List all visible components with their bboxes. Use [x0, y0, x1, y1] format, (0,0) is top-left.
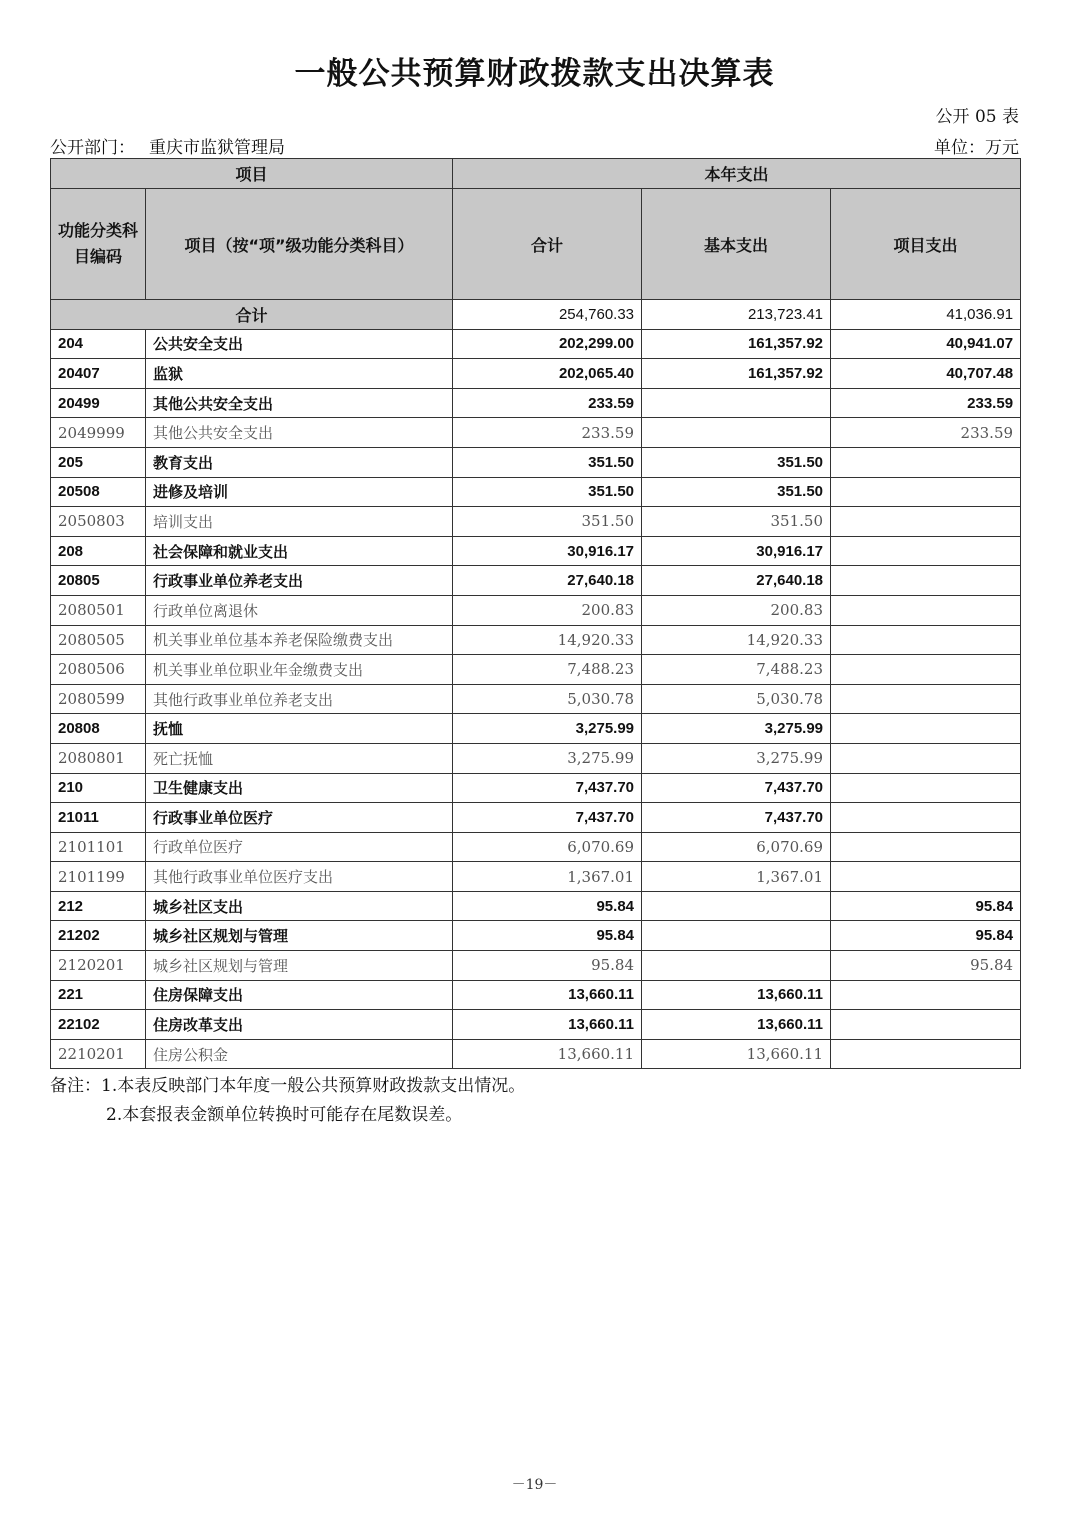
row-total: 351.50 [453, 477, 642, 507]
row-code: 210 [51, 773, 146, 803]
row-project: 95.84 [831, 921, 1021, 951]
row-total: 6,070.69 [453, 832, 642, 862]
page-number: －19－ [511, 1477, 558, 1493]
row-project [831, 684, 1021, 714]
row-code: 2101199 [51, 862, 146, 892]
table-row [51, 832, 1021, 862]
row-code: 2080501 [51, 595, 146, 625]
row-project [831, 477, 1021, 507]
table-row [51, 595, 1021, 625]
row-code: 204 [51, 329, 146, 359]
row-project [831, 625, 1021, 655]
table-row [51, 891, 1021, 921]
row-name: 行政单位医疗 [146, 832, 453, 862]
row-name: 其他公共安全支出 [146, 388, 453, 418]
row-project [831, 536, 1021, 566]
table-row [51, 329, 1021, 359]
row-name: 教育支出 [146, 447, 453, 477]
row-basic: 30,916.17 [642, 536, 831, 566]
row-code: 20407 [51, 359, 146, 389]
table-row [51, 773, 1021, 803]
row-total: 95.84 [453, 921, 642, 951]
row-name: 行政事业单位养老支出 [146, 566, 453, 596]
row-project [831, 1039, 1021, 1069]
row-basic: 5,030.78 [642, 684, 831, 714]
row-total: 7,437.70 [453, 803, 642, 833]
row-total: 13,660.11 [453, 1010, 642, 1040]
row-code: 20808 [51, 714, 146, 744]
row-project [831, 803, 1021, 833]
row-code: 2050803 [51, 507, 146, 537]
row-name: 培训支出 [146, 507, 453, 537]
table-row [51, 507, 1021, 537]
row-basic: 13,660.11 [642, 1010, 831, 1040]
table-row [51, 388, 1021, 418]
row-total: 3,275.99 [453, 743, 642, 773]
row-name: 城乡社区规划与管理 [146, 951, 453, 981]
table-row [51, 1010, 1021, 1040]
row-project [831, 447, 1021, 477]
row-code: 205 [51, 447, 146, 477]
header-name: 项目（按“项”级功能分类科目） [146, 189, 453, 300]
row-code: 2210201 [51, 1039, 146, 1069]
row-total: 7,437.70 [453, 773, 642, 803]
row-total: 233.59 [453, 388, 642, 418]
row-total: 7,488.23 [453, 655, 642, 685]
header-total: 合计 [453, 189, 642, 300]
row-basic: 7,437.70 [642, 803, 831, 833]
row-project [831, 980, 1021, 1010]
row-basic: 351.50 [642, 477, 831, 507]
row-name: 死亡抚恤 [146, 743, 453, 773]
header-row-columns [51, 189, 1021, 300]
table-row [51, 447, 1021, 477]
row-basic: 3,275.99 [642, 743, 831, 773]
total-label: 合计 [51, 300, 453, 330]
row-code: 21202 [51, 921, 146, 951]
row-name: 城乡社区规划与管理 [146, 921, 453, 951]
row-code: 2080506 [51, 655, 146, 685]
row-code: 20499 [51, 388, 146, 418]
row-code: 20805 [51, 566, 146, 596]
row-name: 公共安全支出 [146, 329, 453, 359]
row-code: 22102 [51, 1010, 146, 1040]
total-project: 41,036.91 [831, 300, 1021, 330]
table-row [51, 803, 1021, 833]
row-code: 221 [51, 980, 146, 1010]
row-name: 住房改革支出 [146, 1010, 453, 1040]
table-row [51, 714, 1021, 744]
row-total: 3,275.99 [453, 714, 642, 744]
table-row [51, 418, 1021, 448]
row-basic: 7,437.70 [642, 773, 831, 803]
row-project: 95.84 [831, 891, 1021, 921]
row-project [831, 714, 1021, 744]
table-row [51, 1039, 1021, 1069]
row-total: 202,299.00 [453, 329, 642, 359]
row-total: 95.84 [453, 891, 642, 921]
row-basic: 161,357.92 [642, 329, 831, 359]
row-total: 200.83 [453, 595, 642, 625]
row-code: 2101101 [51, 832, 146, 862]
row-code: 21011 [51, 803, 146, 833]
row-total: 13,660.11 [453, 980, 642, 1010]
table-row [51, 359, 1021, 389]
row-name: 其他行政事业单位医疗支出 [146, 862, 453, 892]
row-project: 40,941.07 [831, 329, 1021, 359]
table-row [51, 921, 1021, 951]
row-name: 监狱 [146, 359, 453, 389]
row-total: 233.59 [453, 418, 642, 448]
header-row-group [51, 159, 1021, 189]
table-row [51, 951, 1021, 981]
table-row [51, 477, 1021, 507]
header-year-group: 本年支出 [453, 159, 1021, 189]
row-name: 机关事业单位基本养老保险缴费支出 [146, 625, 453, 655]
row-total: 27,640.18 [453, 566, 642, 596]
row-code: 2120201 [51, 951, 146, 981]
row-project: 95.84 [831, 951, 1021, 981]
row-name: 城乡社区支出 [146, 891, 453, 921]
expenditure-table [50, 158, 1021, 1069]
row-project [831, 832, 1021, 862]
row-basic [642, 891, 831, 921]
department-label: 公开部门： [50, 138, 135, 158]
row-basic [642, 388, 831, 418]
row-project [831, 655, 1021, 685]
row-total: 13,660.11 [453, 1039, 642, 1069]
row-total: 351.50 [453, 507, 642, 537]
table-row [51, 655, 1021, 685]
table-row [51, 980, 1021, 1010]
row-project: 233.59 [831, 418, 1021, 448]
row-project [831, 566, 1021, 596]
row-basic: 13,660.11 [642, 980, 831, 1010]
row-name: 社会保障和就业支出 [146, 536, 453, 566]
row-name: 行政单位离退休 [146, 595, 453, 625]
note-2: 2.本套报表金额单位转换时可能存在尾数误差。 [106, 1105, 463, 1125]
row-total: 1,367.01 [453, 862, 642, 892]
row-name: 卫生健康支出 [146, 773, 453, 803]
row-basic [642, 418, 831, 448]
row-basic [642, 951, 831, 981]
row-basic: 7,488.23 [642, 655, 831, 685]
total-basic: 213,723.41 [642, 300, 831, 330]
row-basic: 6,070.69 [642, 832, 831, 862]
unit-label: 单位：万元 [934, 138, 1019, 158]
row-project [831, 507, 1021, 537]
header-code: 功能分类科目编码 [51, 189, 146, 300]
department-name: 重庆市监狱管理局 [149, 138, 285, 158]
total-row [51, 300, 1021, 330]
header-project-group: 项目 [51, 159, 453, 189]
row-total: 5,030.78 [453, 684, 642, 714]
row-total: 351.50 [453, 447, 642, 477]
row-name: 抚恤 [146, 714, 453, 744]
row-basic: 200.83 [642, 595, 831, 625]
header-project: 项目支出 [831, 189, 1021, 300]
table-row [51, 743, 1021, 773]
row-code: 2049999 [51, 418, 146, 448]
row-basic: 351.50 [642, 507, 831, 537]
row-project [831, 743, 1021, 773]
row-project [831, 1010, 1021, 1040]
header-basic: 基本支出 [642, 189, 831, 300]
table-row [51, 862, 1021, 892]
table-row [51, 566, 1021, 596]
row-code: 20508 [51, 477, 146, 507]
row-total: 30,916.17 [453, 536, 642, 566]
department-line [50, 133, 285, 158]
row-name: 住房公积金 [146, 1039, 453, 1069]
row-basic: 13,660.11 [642, 1039, 831, 1069]
row-name: 进修及培训 [146, 477, 453, 507]
note-1: 备注：1.本表反映部门本年度一般公共预算财政拨款支出情况。 [50, 1076, 526, 1096]
row-basic [642, 921, 831, 951]
row-basic: 351.50 [642, 447, 831, 477]
row-project [831, 862, 1021, 892]
row-basic: 14,920.33 [642, 625, 831, 655]
total-amount: 254,760.33 [453, 300, 642, 330]
row-project: 233.59 [831, 388, 1021, 418]
row-project [831, 595, 1021, 625]
row-total: 14,920.33 [453, 625, 642, 655]
row-code: 208 [51, 536, 146, 566]
row-code: 212 [51, 891, 146, 921]
row-name: 住房保障支出 [146, 980, 453, 1010]
row-total: 202,065.40 [453, 359, 642, 389]
notes [50, 1072, 525, 1130]
report-title: 一般公共预算财政拨款支出决算表 [294, 56, 775, 92]
row-name: 其他行政事业单位养老支出 [146, 684, 453, 714]
row-name: 机关事业单位职业年金缴费支出 [146, 655, 453, 685]
row-code: 2080505 [51, 625, 146, 655]
table-row [51, 625, 1021, 655]
form-number: 公开 05 表 [935, 107, 1019, 127]
row-basic: 3,275.99 [642, 714, 831, 744]
table-row [51, 684, 1021, 714]
table-row [51, 536, 1021, 566]
row-code: 2080599 [51, 684, 146, 714]
row-name: 其他公共安全支出 [146, 418, 453, 448]
row-project [831, 773, 1021, 803]
row-basic: 161,357.92 [642, 359, 831, 389]
row-code: 2080801 [51, 743, 146, 773]
row-project: 40,707.48 [831, 359, 1021, 389]
row-basic: 27,640.18 [642, 566, 831, 596]
row-basic: 1,367.01 [642, 862, 831, 892]
row-name: 行政事业单位医疗 [146, 803, 453, 833]
row-total: 95.84 [453, 951, 642, 981]
